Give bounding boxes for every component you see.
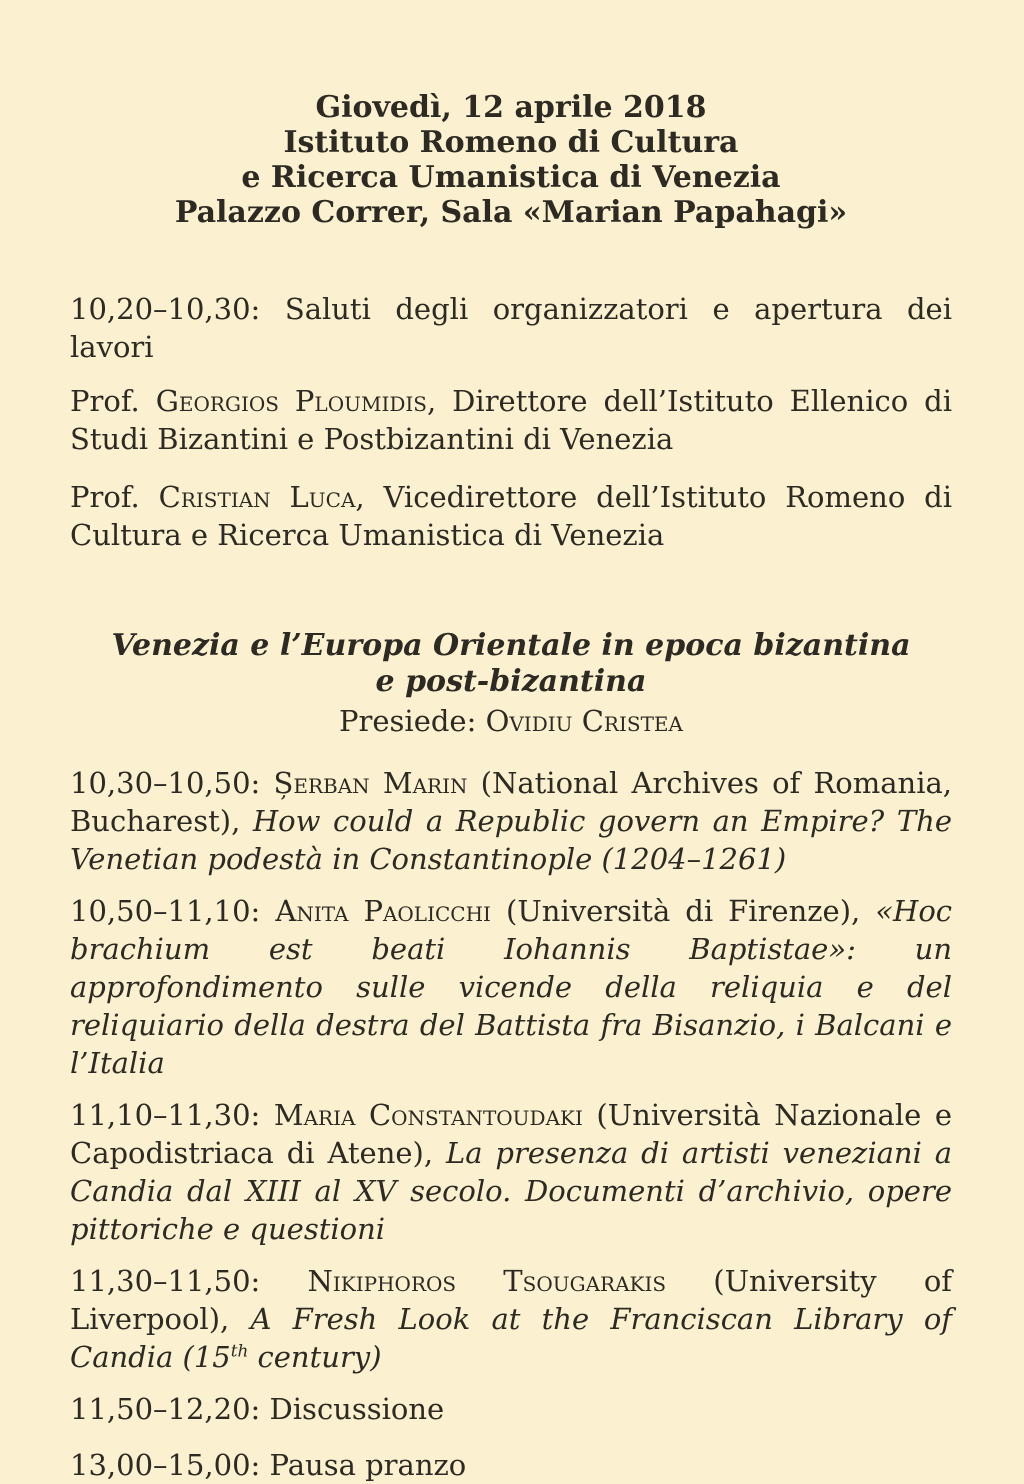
talk-title: «Hoc brachium est beati Iohannis Baptistae»: un approfondimento sulle vicende della reliquia e del reliquiario della destra del Battista fra Bisanzio, i Balcani e l’Italia [70,894,953,1080]
talk-affiliation: (Università Nazionale e Capodistriaca di Atene), [70,1098,952,1170]
talk-time: 11,30–11,50: [70,1264,261,1298]
session-title-line1: Venezia e l’Europa Orientale in epoca bizantina [111,628,911,663]
talk-time: 11,10–11,30: [70,1098,261,1132]
opening-entry [70,290,952,366]
entry-text: Discussione [269,1392,445,1426]
talk-title: A Fresh Look at the Franciscan Library of Candia (15 [70,1302,953,1374]
talk-time: 10,50–11,10: [70,894,261,928]
entry-time: 13,00–15,00: [70,1448,261,1482]
discussion-entry [70,1390,952,1428]
session-header [70,628,952,740]
closing-entries [70,1390,952,1484]
header-date: Giovedì, 12 aprile 2018 [315,90,707,125]
entry-time: 11,50–12,20: [70,1392,261,1426]
document-header [70,90,952,230]
header-institute-line2: e Ricerca Umanistica di Venezia [241,160,781,195]
header-venue: Palazzo Correr, Sala «Marian Papahagi» [174,195,848,230]
talk-speaker: Nikiphoros Tsougarakis [307,1264,667,1298]
talk-speaker: Șerban Marin [273,766,468,800]
session-title-line2: e post-bizantina [375,664,647,699]
official-luca [70,478,952,554]
talk-marin [70,764,952,878]
talk-affiliation: (National Archives of Romania, Bucharest), [70,766,953,838]
talks-list [70,764,952,1376]
lunch-break-entry [70,1446,952,1484]
opening-text: Saluti degli organizzatori e apertura dei lavori [70,292,952,364]
talk-speaker: Anita Paolicchi [275,894,491,928]
talk-title-end: century) [248,1340,382,1374]
talk-constantoudaki [70,1096,952,1248]
official-name: Georgios Ploumidis [155,384,427,418]
entry-text: Pausa pranzo [269,1448,467,1482]
talk-title: La presenza di artisti veneziani a Candia dal XIII al XV secolo. Documenti d’archivio, opere pittoriche e questioni [70,1136,953,1246]
talk-time: 10,30–10,50: [70,766,261,800]
talk-speaker: Maria Constantoudaki [273,1098,583,1132]
talk-tsougarakis [70,1262,952,1376]
talk-title: How could a Republic govern an Empire? The Venetian podestà in Constantinople (1204–1261) [70,804,952,876]
talk-title-superscript: th [230,1340,249,1361]
officials-list [70,382,952,554]
opening-time: 10,20–10,30: [70,292,261,326]
talk-affiliation: (University of Liverpool), [70,1264,953,1336]
session-chair [70,702,952,740]
chair-name: Ovidiu Cristea [485,704,683,738]
official-role: , Direttore dell’Istituto Ellenico di Studi Bizantini e Postbizantini di Venezia [70,384,953,456]
official-prefix: Prof. [70,384,140,418]
official-ploumidis [70,382,952,458]
chair-label: Presiede: [339,704,477,738]
talk-affiliation: (Università di Firenze), [506,894,861,928]
official-name: Cristian Luca [158,480,356,514]
official-role: , Vicedirettore dell’Istituto Romeno di Cultura e Ricerca Umanistica di Venezia [70,480,952,552]
official-prefix: Prof. [70,480,140,514]
header-institute-line1: Istituto Romeno di Cultura [283,125,739,160]
talk-paolicchi [70,892,952,1082]
